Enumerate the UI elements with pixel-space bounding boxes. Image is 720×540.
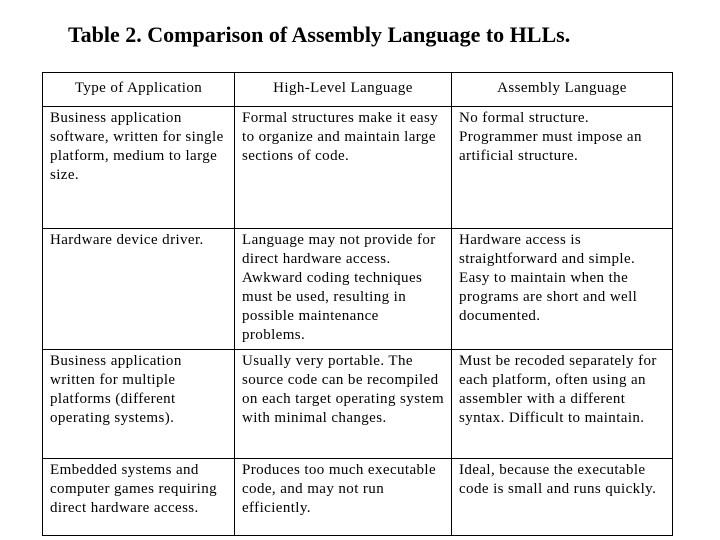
header-assembly-language: Assembly Language bbox=[452, 73, 673, 107]
header-type-of-application: Type of Application bbox=[43, 73, 235, 107]
comparison-table bbox=[42, 72, 673, 536]
cell-application-type: Hardware device driver. bbox=[43, 229, 235, 350]
table-row bbox=[43, 350, 673, 459]
table-row bbox=[43, 107, 673, 229]
cell-application-type: Embedded systems and computer games requiring direct hardware access. bbox=[43, 459, 235, 536]
cell-assembly-language: Hardware access is straightforward and simple. Easy to maintain when the programs are short and well documented. bbox=[452, 229, 673, 350]
table-row bbox=[43, 459, 673, 536]
cell-assembly-language: Must be recoded separately for each platform, often using an assembler with a different syntax. Difficult to maintain. bbox=[452, 350, 673, 459]
cell-assembly-language: No formal structure. Programmer must impose an artificial structure. bbox=[452, 107, 673, 229]
table-row bbox=[43, 229, 673, 350]
table-title: Table 2. Comparison of Assembly Language to HLLs. bbox=[68, 22, 571, 47]
cell-high-level-language: Produces too much executable code, and may not run efficiently. bbox=[235, 459, 452, 536]
cell-assembly-language: Ideal, because the executable code is small and runs quickly. bbox=[452, 459, 673, 536]
header-high-level-language: High-Level Language bbox=[235, 73, 452, 107]
cell-high-level-language: Usually very portable. The source code can be recompiled on each target operating system with minimal changes. bbox=[235, 350, 452, 459]
cell-application-type: Business application software, written for single platform, medium to large size. bbox=[43, 107, 235, 229]
cell-high-level-language: Formal structures make it easy to organize and maintain large sections of code. bbox=[235, 107, 452, 229]
cell-application-type: Business application written for multiple platforms (different operating systems). bbox=[43, 350, 235, 459]
header-row bbox=[43, 73, 673, 107]
cell-high-level-language: Language may not provide for direct hardware access. Awkward coding techniques must be used, resulting in possible maintenance problems. bbox=[235, 229, 452, 350]
